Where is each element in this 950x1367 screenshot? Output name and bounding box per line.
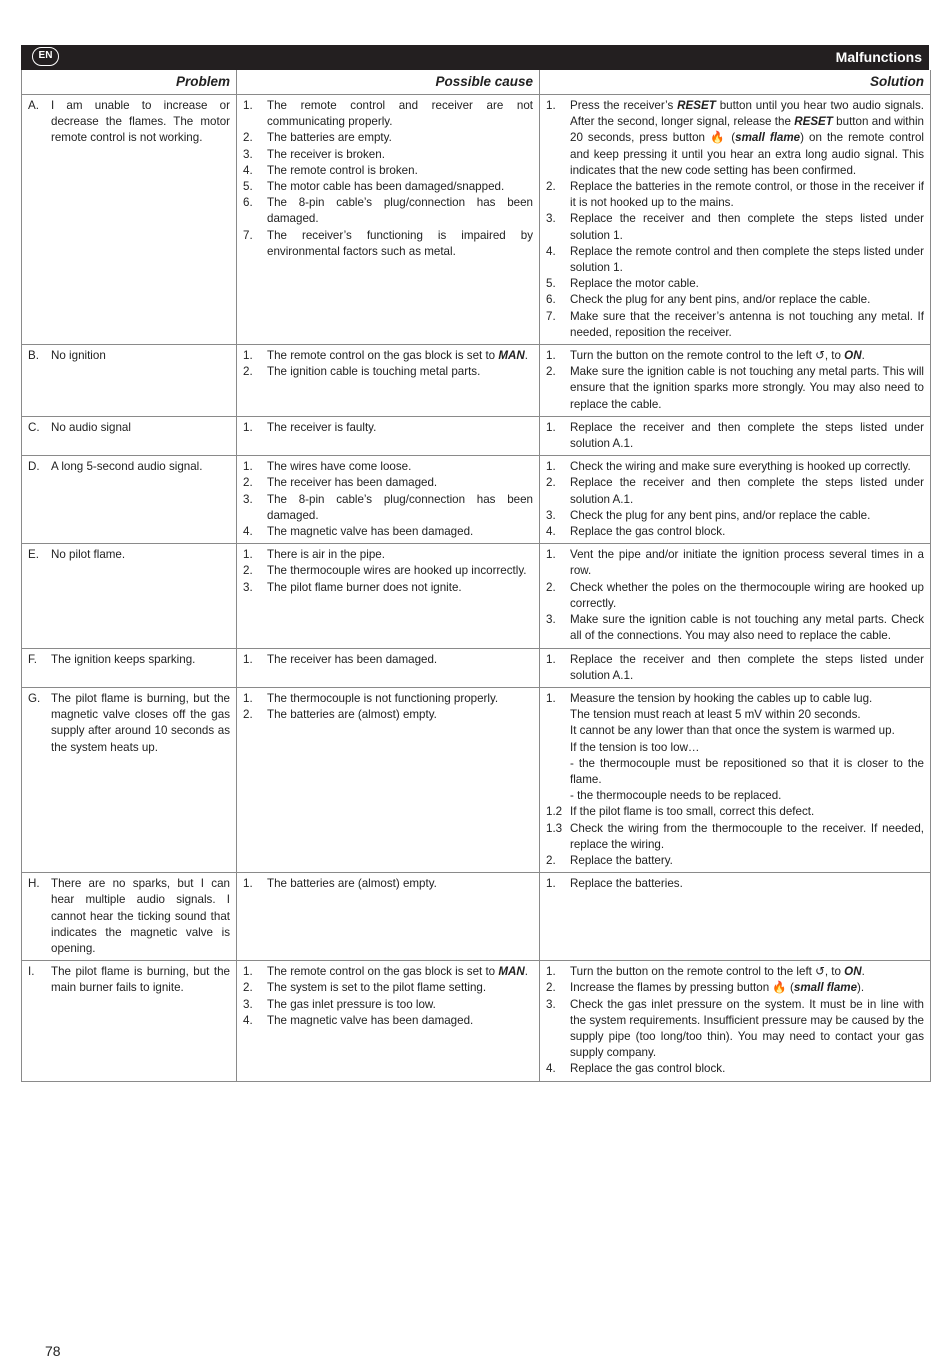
solution-item [546,691,924,707]
solution-item [546,980,924,996]
solution-item [546,788,924,804]
problem-letter: A. [28,99,39,112]
item-text: The remote control on the gas block is set to MAN. [267,349,528,363]
cause-item [243,475,533,491]
solution-item [546,756,924,788]
problem-cell [22,873,237,961]
item-text: Turn the button on the remote control to the left ↺, to ON. [570,349,865,363]
item-number: 2. [243,564,253,578]
solution-item [546,652,924,684]
solution-item [546,348,924,364]
item-text: The remote control on the gas block is set to MAN. [267,965,528,979]
cause-item [243,707,533,723]
solution-cell [540,416,931,455]
table-row [22,961,931,1081]
column-header-cause: Possible cause [237,70,540,95]
cause-cell [237,961,540,1081]
item-text: - the thermocouple must be repositioned so that it is closer to the flame. [570,756,924,786]
table-row [22,416,931,455]
item-text: Vent the pipe and/or initiate the ignition process several times in a row. [570,548,924,578]
solution-item [546,1061,924,1077]
item-number: 2. [546,580,556,594]
item-number: 7. [243,228,253,242]
solution-item [546,420,924,452]
item-number: 5. [546,277,556,291]
item-text: Replace the motor cable. [570,277,699,291]
item-number: 3. [243,492,253,506]
solution-item [546,707,924,723]
table-header-row [22,70,931,95]
problem-text: A long 5-second audio signal. [51,460,203,474]
item-number: 3. [546,508,556,522]
item-text: Increase the flames by pressing button 🔥 (small flame). [570,981,865,995]
cause-item [243,580,533,596]
item-text: Check the wiring from the thermocouple to the receiver. If needed, replace the wiring. [570,821,924,851]
item-text: Replace the batteries. [570,877,683,891]
table-row [22,345,931,417]
cause-item [243,997,533,1013]
solution-cell [540,648,931,687]
solution-item [546,292,924,308]
table-row [22,544,931,648]
item-text: Replace the receiver and then complete the steps listed under solution 1. [570,212,924,242]
item-text: The receiver has been damaged. [267,652,438,666]
item-number: 7. [546,309,556,323]
item-text: The magnetic valve has been damaged. [267,525,474,539]
item-text: Check the plug for any bent pins, and/or replace the cable. [570,293,871,307]
solution-cell [540,456,931,544]
item-number: 2. [546,981,556,995]
cause-item [243,691,533,707]
item-text: There is air in the pipe. [267,548,385,562]
item-number: 2. [243,708,253,722]
item-text: Check the plug for any bent pins, and/or replace the cable. [570,508,871,522]
item-number: 3. [546,997,556,1011]
item-text: Make sure the ignition cable is not touching any metal parts. Check all of the connections. You may also need to replace the cable. [570,613,924,643]
cause-item [243,364,533,380]
problem-text: The pilot flame is burning, but the magnetic valve closes off the gas supply after around 10 seconds as the system heats up. [51,691,230,754]
malfunctions-table [21,70,931,1082]
item-number: 3. [243,147,253,161]
cause-item [243,163,533,179]
problem-text: No ignition [51,349,106,363]
item-text: The magnetic valve has been damaged. [267,1013,474,1027]
table-row [22,873,931,961]
solution-item [546,244,924,276]
item-text: The receiver is faulty. [267,420,377,434]
column-header-solution: Solution [540,70,931,95]
item-number: 1. [243,420,253,434]
cause-cell [237,345,540,417]
item-text: Replace the gas control block. [570,525,726,539]
solution-item [546,547,924,579]
problem-cell [22,687,237,872]
item-text: Replace the receiver and then complete the steps listed under solution A.1. [570,420,924,451]
problem-text: No pilot flame. [51,548,126,562]
cause-item [243,1013,533,1029]
item-number: 6. [243,196,253,210]
cause-item [243,228,533,260]
cause-item [243,459,533,475]
item-text: The receiver’s functioning is impaired by environmental factors such as metal. [267,228,533,258]
item-number: 1. [546,99,556,112]
item-number: 1.2 [546,805,563,819]
item-text: The ignition cable is touching metal parts. [267,365,481,379]
solution-item [546,475,924,507]
item-number: 2. [546,476,556,490]
solution-item [546,723,924,739]
item-text: Replace the battery. [570,853,673,867]
solution-item [546,459,924,475]
item-text: Check the gas inlet pressure on the system. It must be in line with the system requirements. Insufficient pressure may be caused by the supply pipe (too long/too thin). You may need to contact your gas supply company. [570,997,924,1060]
item-number: 1. [243,877,253,891]
item-text: The 8-pin cable’s plug/connection has been damaged. [267,196,533,226]
solution-item [546,853,924,869]
problem-cell [22,95,237,345]
item-text: The remote control is broken. [267,163,418,177]
cause-item [243,980,533,996]
item-text: The receiver has been damaged. [267,476,438,490]
solution-item [546,309,924,341]
item-text: Replace the remote control and then complete the steps listed under solution 1. [570,244,924,275]
item-number: 2. [243,365,253,379]
problem-text: I am unable to increase or decrease the flames. The motor remote control is not working. [51,99,230,145]
problem-cell [22,416,237,455]
solution-item [546,508,924,524]
problem-letter: H. [28,877,40,891]
solution-item [546,524,924,540]
problem-text: No audio signal [51,420,131,434]
item-text: Replace the receiver and then complete the steps listed under solution A.1. [570,476,924,506]
item-text: The system is set to the pilot flame setting. [267,981,487,995]
item-number: 2. [546,180,556,194]
section-title: Malfunctions [835,49,922,65]
problem-cell [22,345,237,417]
problem-letter: C. [28,420,40,434]
cause-item [243,652,533,668]
section-header [21,45,929,70]
problem-cell [22,544,237,648]
cause-item [243,420,533,436]
problem-letter: D. [28,460,40,474]
solution-cell [540,544,931,648]
problem-cell [22,961,237,1081]
item-number: 1. [546,691,556,705]
problem-letter: F. [28,652,38,666]
cause-cell [237,873,540,961]
cause-cell [237,687,540,872]
cause-item [243,524,533,540]
item-text: The batteries are (almost) empty. [267,877,437,891]
item-number: 4. [243,163,253,177]
problem-text: The pilot flame is burning, but the main burner fails to ignite. [51,965,230,995]
table-row [22,648,931,687]
item-number: 1. [243,99,253,112]
item-number: 1. [546,420,556,434]
table-row [22,456,931,544]
solution-item [546,364,924,413]
cause-item [243,98,533,130]
item-number: 2. [546,853,556,867]
solution-item [546,804,924,820]
solution-cell [540,961,931,1081]
item-number: 2. [243,981,253,995]
item-text: The wires have come loose. [267,460,412,474]
item-text: Turn the button on the remote control to the left ↺, to ON. [570,965,865,979]
item-text: The batteries are (almost) empty. [267,708,437,722]
item-text: The batteries are empty. [267,131,392,145]
item-number: 2. [243,476,253,490]
solution-item [546,211,924,243]
cause-item [243,147,533,163]
item-text: Make sure that the receiver’s antenna is not touching any metal. If needed, reposition the receiver. [570,309,924,339]
problem-letter: B. [28,349,39,363]
solution-item [546,997,924,1062]
item-text: The receiver is broken. [267,147,385,161]
solution-cell [540,687,931,872]
item-text: If the tension is too low… [570,740,700,754]
solution-cell [540,873,931,961]
problem-letter: G. [28,691,41,705]
item-number: 1. [546,349,556,363]
problem-text: There are no sparks, but I can hear multiple audio signals. I cannot hear the ticking sound that indicates the magnetic valve is opening. [51,877,230,955]
item-number: 1. [546,877,556,891]
solution-item [546,98,924,179]
cause-item [243,179,533,195]
item-number: 1. [546,652,556,666]
table-row [22,95,931,345]
problem-letter: I. [28,965,35,979]
solution-item [546,964,924,980]
item-text: If the pilot flame is too small, correct this defect. [570,805,815,819]
item-text: - the thermocouple needs to be replaced. [570,789,782,803]
problem-letter: E. [28,548,39,562]
item-number: 1. [546,548,556,562]
item-number: 1. [243,691,253,705]
solution-item [546,179,924,211]
item-number: 4. [546,244,556,258]
item-text: The 8-pin cable’s plug/connection has been damaged. [267,492,533,522]
item-number: 1. [243,460,253,474]
item-number: 3. [546,613,556,627]
item-text: The thermocouple is not functioning properly. [267,691,499,705]
cause-item [243,876,533,892]
item-number: 2. [243,131,253,145]
item-number [546,788,570,804]
cause-item [243,547,533,563]
item-number: 1. [546,965,556,979]
cause-cell [237,95,540,345]
problem-text: The ignition keeps sparking. [51,652,196,666]
cause-item [243,492,533,524]
item-text: The motor cable has been damaged/snapped. [267,180,505,194]
item-number: 1. [243,965,253,979]
item-text: Replace the batteries in the remote control, or those in the receiver if it is not hooked up to the mains. [570,180,924,210]
item-number: 6. [546,293,556,307]
item-text: Check whether the poles on the thermocouple wiring are hooked up correctly. [570,580,924,610]
item-text: Replace the gas control block. [570,1062,726,1076]
item-text: The gas inlet pressure is too low. [267,997,436,1011]
item-text: The tension must reach at least 5 mV within 20 seconds. [570,708,861,722]
item-number: 1.3 [546,821,563,835]
item-number: 4. [546,1062,556,1076]
item-number: 4. [243,525,253,539]
problem-cell [22,456,237,544]
solution-item [546,740,924,756]
item-number: 1. [546,460,556,474]
item-text: Check the wiring and make sure everything is hooked up correctly. [570,460,911,474]
item-number: 5. [243,180,253,194]
item-text: It cannot be any lower than that once the system is warmed up. [570,724,895,738]
cause-cell [237,544,540,648]
language-badge: EN [32,47,59,66]
item-text: Measure the tension by hooking the cables up to cable lug. [570,691,873,705]
item-text: The pilot flame burner does not ignite. [267,580,462,594]
solution-item [546,876,924,892]
item-number: 2. [546,365,556,379]
item-number: 3. [243,580,253,594]
item-number: 3. [243,997,253,1011]
column-header-problem: Problem [22,70,237,95]
cause-item [243,348,533,364]
item-number [546,756,570,788]
solution-item [546,276,924,292]
cause-item [243,964,533,980]
cause-item [243,195,533,227]
item-number [546,740,570,756]
item-text: Make sure the ignition cable is not touching any metal parts. This will ensure that the ignition sparks more strongly. You may also need to replace the cable. [570,365,924,411]
item-number: 4. [546,525,556,539]
item-number [546,707,570,723]
cause-cell [237,648,540,687]
item-text: The remote control and receiver are not communicating properly. [267,99,533,129]
solution-cell [540,345,931,417]
problem-cell [22,648,237,687]
item-number: 3. [546,212,556,226]
item-number: 1. [243,652,253,666]
solution-item [546,580,924,612]
solution-cell [540,95,931,345]
item-number [546,723,570,739]
item-text: Press the receiver’s RESET button until you hear two audio signals. After the second, longer signal, release the RESET button and within 20 seconds, press button 🔥 (small flame) on the remote control and keep pressing it until you hear an extra long audio signal. This indicates that the new code setting has been confirmed. [570,99,925,177]
item-number: 1. [243,548,253,562]
cause-item [243,563,533,579]
page-number: 78 [45,1343,61,1359]
cause-cell [237,416,540,455]
table-row [22,687,931,872]
item-number: 4. [243,1013,253,1027]
solution-item [546,821,924,853]
item-number: 1. [243,349,253,363]
cause-item [243,130,533,146]
item-text: Replace the receiver and then complete the steps listed under solution A.1. [570,652,924,682]
solution-item [546,612,924,644]
item-text: The thermocouple wires are hooked up incorrectly. [267,564,527,578]
cause-cell [237,456,540,544]
